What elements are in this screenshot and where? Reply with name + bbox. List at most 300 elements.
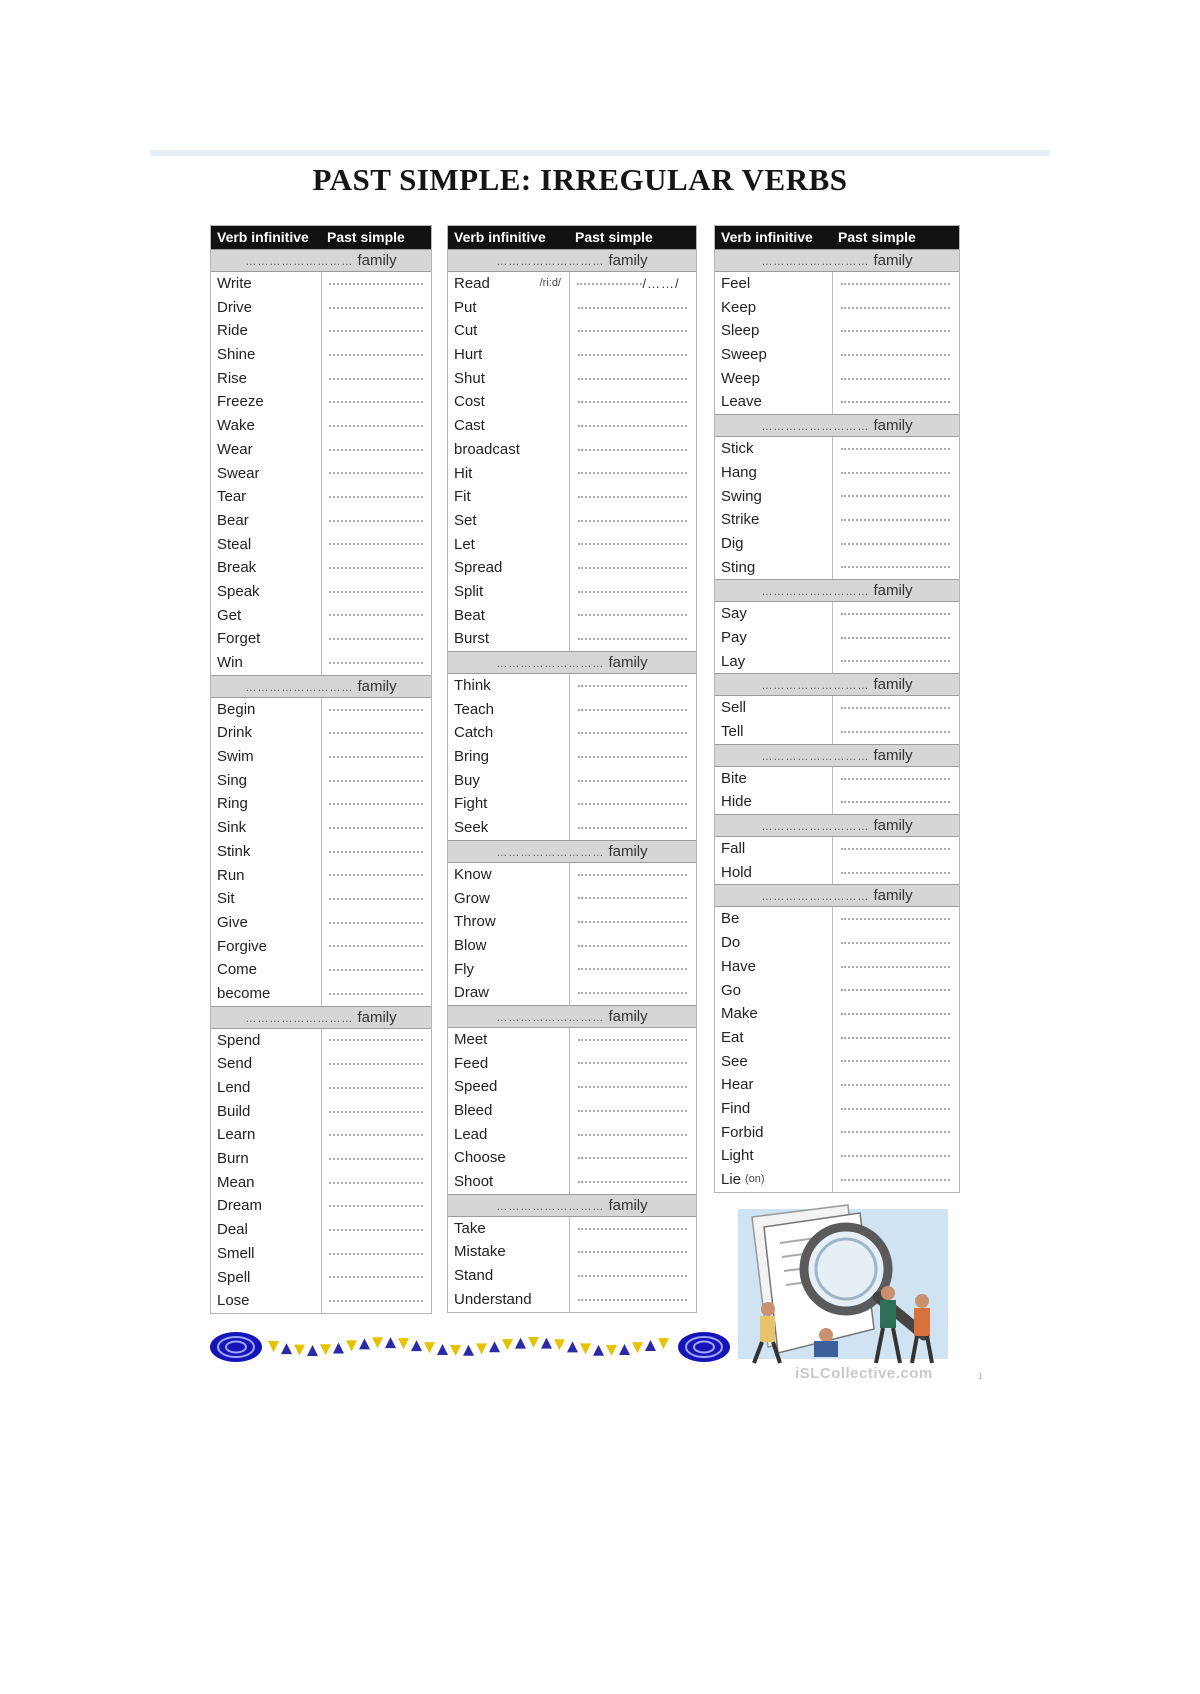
verb-text: Run — [217, 866, 245, 884]
verb-infinitive-cell — [448, 792, 569, 816]
table-row — [448, 367, 696, 391]
verb-infinitive-cell — [211, 816, 321, 840]
verb-text: Ride — [217, 322, 248, 340]
verb-text: Catch — [454, 724, 494, 742]
table-row — [448, 1028, 696, 1052]
past-simple-blank[interactable] — [832, 1073, 959, 1097]
family-blank[interactable]: ……………………… — [496, 658, 609, 670]
verb-text: Think — [454, 677, 491, 694]
past-simple-blank[interactable] — [569, 958, 696, 982]
past-simple-blank[interactable] — [321, 627, 431, 651]
past-simple-blank[interactable] — [832, 508, 959, 532]
table-row — [448, 1146, 696, 1170]
past-simple-blank[interactable] — [569, 1217, 696, 1241]
header-past-simple: Past simple — [575, 229, 653, 245]
past-simple-blank[interactable] — [321, 485, 431, 509]
verb-text: Bite — [721, 769, 747, 787]
verb-text: Sit — [217, 890, 235, 908]
past-simple-blank[interactable] — [832, 626, 959, 650]
past-simple-blank[interactable] — [321, 319, 431, 343]
past-simple-blank[interactable] — [321, 580, 431, 604]
past-simple-blank[interactable] — [832, 1026, 959, 1050]
verb-infinitive-cell — [211, 1029, 321, 1053]
past-simple-blank[interactable] — [321, 1194, 431, 1218]
family-label: family — [608, 654, 648, 671]
past-simple-blank[interactable] — [569, 462, 696, 486]
table-row — [715, 508, 959, 532]
verb-text: Ring — [217, 795, 248, 813]
verb-text: Rise — [217, 369, 248, 387]
table-row — [715, 367, 959, 391]
verb-infinitive-cell — [448, 604, 569, 628]
verb-text: Stand — [454, 1267, 494, 1285]
past-simple-blank[interactable] — [321, 1100, 431, 1124]
past-simple-blank[interactable] — [321, 390, 431, 414]
past-simple-blank[interactable] — [569, 721, 696, 745]
past-simple-blank[interactable] — [569, 1028, 696, 1052]
past-simple-blank[interactable] — [832, 296, 959, 320]
verb-infinitive-cell — [448, 438, 569, 462]
column-divider — [832, 437, 833, 579]
family-blank[interactable]: ……………………… — [761, 891, 874, 904]
verb-infinitive-cell — [211, 698, 321, 722]
past-simple-blank[interactable] — [321, 721, 431, 745]
past-simple-blank[interactable] — [569, 745, 696, 769]
verb-infinitive-cell — [211, 1100, 321, 1124]
verb-text: Swim — [217, 748, 254, 766]
triangle-mark — [385, 1337, 396, 1348]
past-simple-blank[interactable] — [569, 509, 696, 533]
past-simple-blank[interactable] — [569, 414, 696, 438]
verb-infinitive-cell — [211, 343, 321, 367]
family-blank[interactable]: ……………………… — [761, 586, 874, 599]
family-blank[interactable]: ……………………… — [761, 421, 874, 434]
verb-text: Teach — [454, 700, 495, 718]
verb-infinitive-cell — [211, 462, 321, 486]
verb-infinitive-cell — [715, 720, 832, 744]
verb-text: Weep — [721, 369, 760, 387]
verb-infinitive-cell — [211, 651, 321, 675]
past-simple-blank[interactable] — [569, 981, 696, 1005]
verb-infinitive-cell — [211, 911, 321, 935]
table-row — [448, 462, 696, 486]
past-simple-blank[interactable] — [832, 1121, 959, 1145]
verb-text: Cast — [454, 417, 485, 435]
verb-infinitive-cell — [715, 955, 832, 979]
verb-infinitive-cell — [211, 296, 321, 320]
family-heading — [448, 1194, 696, 1217]
past-simple-blank[interactable] — [832, 1002, 959, 1026]
past-simple-blank[interactable] — [321, 1147, 431, 1171]
verb-text: Understand — [454, 1290, 532, 1308]
table-row — [715, 485, 959, 509]
table-row — [448, 745, 696, 769]
past-simple-blank[interactable] — [569, 816, 696, 840]
verb-text: Speed — [454, 1078, 498, 1096]
past-simple-blank[interactable] — [321, 935, 431, 959]
page-number: 1 — [978, 1372, 983, 1381]
past-simple-blank[interactable] — [832, 367, 959, 391]
table-row — [715, 696, 959, 720]
past-simple-blank[interactable] — [569, 674, 696, 698]
column-divider — [832, 767, 833, 814]
verb-text: Come — [217, 961, 258, 979]
verb-text: Hear — [721, 1076, 754, 1094]
past-simple-blank[interactable] — [321, 769, 431, 793]
past-simple-blank[interactable] — [569, 887, 696, 911]
past-simple-blank[interactable] — [321, 1029, 431, 1053]
family-blank[interactable]: ……………………… — [761, 750, 874, 763]
verb-text: Hurt — [454, 346, 483, 364]
past-simple-blank[interactable] — [832, 979, 959, 1003]
verb-text: Hit — [454, 464, 473, 482]
past-simple-blank[interactable] — [569, 1075, 696, 1099]
verb-text: Throw — [454, 913, 496, 931]
column-divider — [569, 674, 570, 840]
table-row — [448, 698, 696, 722]
family-blank[interactable]: ……………………… — [496, 1200, 609, 1213]
past-simple-blank[interactable] — [321, 792, 431, 816]
past-simple-blank[interactable] — [832, 343, 959, 367]
family-label: family — [357, 677, 397, 695]
triangle-mark — [554, 1339, 565, 1350]
family-blank[interactable]: ……………………… — [245, 256, 358, 268]
verb-text: Forbid — [721, 1123, 764, 1141]
decorative-border-strip — [210, 1330, 730, 1364]
past-simple-blank[interactable] — [832, 931, 959, 955]
verb-text: Break — [217, 559, 257, 577]
verb-infinitive-cell — [448, 556, 569, 580]
past-simple-blank[interactable] — [569, 438, 696, 462]
past-simple-blank[interactable] — [832, 272, 959, 296]
table-row — [715, 461, 959, 485]
verb-infinitive-cell — [448, 1123, 569, 1147]
past-pronunciation-blank[interactable]: /……/ — [642, 276, 680, 292]
past-simple-blank[interactable] — [321, 533, 431, 557]
verb-group — [448, 1028, 696, 1194]
past-simple-blank[interactable] — [832, 319, 959, 343]
table-row — [715, 790, 959, 814]
verb-infinitive-cell — [448, 580, 569, 604]
past-simple-blank[interactable] — [321, 438, 431, 462]
verb-text: Swing — [721, 487, 762, 505]
past-simple-blank[interactable] — [569, 580, 696, 604]
triangle-mark — [398, 1338, 409, 1349]
past-simple-blank[interactable] — [569, 533, 696, 557]
past-simple-blank[interactable] — [321, 556, 431, 580]
past-simple-blank[interactable] — [832, 767, 959, 791]
past-simple-blank[interactable] — [321, 272, 431, 296]
column-divider — [832, 837, 833, 884]
verb-infinitive-cell — [448, 1288, 569, 1312]
family-label: family — [873, 417, 913, 435]
triangle-pattern — [268, 1337, 669, 1356]
past-simple-blank[interactable] — [832, 955, 959, 979]
table-row — [448, 1099, 696, 1123]
table-row — [715, 907, 959, 931]
verb-text: Spell — [217, 1268, 251, 1286]
past-simple-blank[interactable] — [321, 367, 431, 391]
family-blank[interactable]: ……………………… — [245, 681, 358, 694]
verb-infinitive-cell — [211, 840, 321, 864]
family-blank[interactable]: ……………………… — [761, 680, 874, 693]
table-row — [715, 626, 959, 650]
family-label: family — [873, 746, 913, 764]
past-simple-blank[interactable] — [569, 1288, 696, 1312]
past-simple-blank[interactable] — [569, 1123, 696, 1147]
verb-text: Tear — [217, 488, 247, 506]
past-simple-blank[interactable] — [321, 1289, 431, 1313]
past-simple-blank[interactable] — [321, 840, 431, 864]
past-simple-blank[interactable] — [569, 319, 696, 343]
past-simple-blank[interactable] — [321, 462, 431, 486]
verb-text: Feed — [454, 1054, 489, 1072]
family-heading — [211, 1006, 431, 1029]
past-simple-blank[interactable] — [321, 1076, 431, 1100]
triangle-mark — [359, 1338, 370, 1349]
past-simple-blank[interactable] — [832, 485, 959, 509]
table-row — [715, 979, 959, 1003]
verb-infinitive-cell — [715, 650, 832, 674]
past-simple-blank[interactable] — [832, 837, 959, 861]
past-simple-blank[interactable] — [832, 861, 959, 885]
past-simple-blank[interactable] — [321, 745, 431, 769]
past-simple-blank[interactable] — [321, 887, 431, 911]
table-row — [448, 910, 696, 934]
family-blank[interactable]: ……………………… — [496, 256, 609, 268]
column-divider — [832, 696, 833, 743]
verb-text: Speak — [217, 582, 260, 600]
family-blank[interactable]: ……………………… — [761, 256, 874, 268]
past-simple-blank[interactable] — [569, 769, 696, 793]
verb-infinitive-cell — [448, 296, 569, 320]
verb-text: Light — [721, 1147, 754, 1165]
verb-text: Learn — [217, 1126, 256, 1144]
verb-text: Eat — [721, 1028, 744, 1046]
past-simple-blank[interactable] — [569, 698, 696, 722]
past-simple-blank[interactable] — [569, 390, 696, 414]
verb-text: broadcast — [454, 440, 520, 458]
verb-text: Read — [454, 275, 490, 292]
past-simple-blank[interactable] — [569, 272, 696, 296]
past-simple-blank[interactable] — [569, 863, 696, 887]
table-row — [448, 485, 696, 509]
past-simple-blank[interactable] — [832, 696, 959, 720]
past-simple-blank[interactable] — [832, 461, 959, 485]
past-simple-blank[interactable] — [569, 296, 696, 320]
past-simple-blank[interactable] — [832, 1144, 959, 1168]
verb-infinitive-cell — [715, 931, 832, 955]
verb-text: Pay — [721, 628, 747, 646]
family-label: family — [873, 887, 913, 905]
past-simple-blank[interactable] — [569, 343, 696, 367]
verb-text: Split — [454, 582, 484, 600]
verb-table-2 — [447, 225, 697, 1313]
verb-group — [448, 272, 696, 651]
table-row — [448, 296, 696, 320]
verb-infinitive-cell — [211, 1123, 321, 1147]
family-blank[interactable]: ……………………… — [496, 846, 609, 859]
past-simple-blank[interactable] — [832, 602, 959, 626]
past-simple-blank[interactable] — [569, 934, 696, 958]
verb-infinitive-cell — [211, 887, 321, 911]
family-blank[interactable]: ……………………… — [761, 821, 874, 834]
past-simple-blank[interactable] — [569, 485, 696, 509]
past-simple-blank[interactable] — [321, 1242, 431, 1266]
past-simple-blank[interactable] — [321, 1266, 431, 1290]
verb-text: Sweep — [721, 346, 767, 364]
verb-text: Know — [454, 865, 492, 883]
verb-infinitive-cell — [448, 887, 569, 911]
brand-watermark: iSLCollective.com — [795, 1365, 933, 1382]
verb-text: Mean — [217, 1173, 255, 1191]
table-row — [715, 390, 959, 414]
past-simple-blank[interactable] — [321, 1218, 431, 1242]
table-row — [448, 319, 696, 343]
past-simple-blank[interactable] — [321, 911, 431, 935]
table-row — [448, 604, 696, 628]
verb-text: Sleep — [721, 322, 760, 340]
past-simple-blank[interactable] — [832, 720, 959, 744]
verb-infinitive-cell — [211, 556, 321, 580]
verb-infinitive-cell — [448, 934, 569, 958]
verb-text: Get — [217, 606, 242, 624]
past-simple-blank[interactable] — [569, 1146, 696, 1170]
triangle-mark — [372, 1337, 383, 1348]
verb-infinitive-cell — [211, 958, 321, 982]
past-simple-blank[interactable] — [321, 982, 431, 1006]
past-simple-blank[interactable] — [569, 367, 696, 391]
past-simple-blank[interactable] — [321, 604, 431, 628]
verb-group — [715, 837, 959, 884]
magnifier-people-clipart — [728, 1197, 958, 1367]
verb-infinitive-cell — [211, 1266, 321, 1290]
table-row — [448, 981, 696, 1005]
triangle-mark — [463, 1345, 474, 1356]
verb-infinitive-cell — [448, 509, 569, 533]
family-blank[interactable]: ……………………… — [245, 1012, 358, 1025]
table-row — [448, 863, 696, 887]
past-simple-blank[interactable] — [569, 792, 696, 816]
table-row — [448, 1052, 696, 1076]
verb-text: Write — [217, 275, 252, 292]
past-simple-blank[interactable] — [321, 1171, 431, 1195]
verb-infinitive-cell — [211, 390, 321, 414]
past-simple-blank[interactable] — [321, 343, 431, 367]
past-simple-blank[interactable] — [569, 910, 696, 934]
triangle-mark — [619, 1344, 630, 1355]
family-heading — [211, 249, 431, 272]
past-simple-blank[interactable] — [321, 1052, 431, 1076]
verb-infinitive-cell — [715, 1050, 832, 1074]
past-simple-blank[interactable] — [832, 390, 959, 414]
table-row — [715, 1002, 959, 1026]
family-label: family — [873, 817, 913, 835]
table-row — [715, 296, 959, 320]
past-simple-blank[interactable] — [321, 651, 431, 675]
verb-text: Make — [721, 1005, 758, 1023]
verb-text: Beat — [454, 606, 485, 624]
verb-infinitive-cell — [211, 745, 321, 769]
past-simple-blank[interactable] — [569, 1264, 696, 1288]
table-row — [448, 934, 696, 958]
past-simple-blank[interactable] — [569, 1099, 696, 1123]
column-divider — [321, 698, 322, 1006]
verb-text: Seek — [454, 819, 489, 837]
verb-infinitive-cell — [211, 864, 321, 888]
verb-group — [715, 907, 959, 1191]
past-simple-blank[interactable] — [569, 556, 696, 580]
past-simple-blank[interactable] — [832, 650, 959, 674]
table-row — [715, 1073, 959, 1097]
past-simple-blank[interactable] — [832, 1050, 959, 1074]
past-simple-blank[interactable] — [321, 1123, 431, 1147]
verb-text: Do — [721, 934, 741, 952]
verb-text: Leave — [721, 393, 762, 411]
past-simple-blank[interactable] — [832, 790, 959, 814]
verb-text: Meet — [454, 1030, 488, 1048]
past-simple-blank[interactable] — [832, 532, 959, 556]
past-simple-blank[interactable] — [569, 1240, 696, 1264]
verb-text: Feel — [721, 275, 751, 292]
verb-group — [211, 698, 431, 1006]
table-row — [448, 816, 696, 840]
verb-group — [448, 674, 696, 840]
table-row — [448, 1288, 696, 1312]
verb-text: Burst — [454, 630, 490, 648]
past-simple-blank[interactable] — [832, 556, 959, 580]
past-simple-blank[interactable] — [321, 698, 431, 722]
past-simple-blank[interactable] — [569, 1052, 696, 1076]
family-label: family — [873, 582, 913, 600]
past-simple-blank[interactable] — [569, 627, 696, 651]
triangle-mark — [489, 1341, 500, 1352]
triangle-mark — [476, 1343, 487, 1354]
past-simple-blank[interactable] — [569, 604, 696, 628]
verb-infinitive-cell — [715, 602, 832, 626]
family-heading — [715, 744, 959, 767]
past-simple-blank[interactable] — [321, 816, 431, 840]
past-simple-blank[interactable] — [832, 1168, 959, 1192]
past-simple-blank[interactable] — [832, 437, 959, 461]
past-simple-blank[interactable] — [321, 864, 431, 888]
family-blank[interactable]: ……………………… — [496, 1011, 609, 1024]
past-simple-blank[interactable] — [321, 509, 431, 533]
table-header — [715, 226, 959, 249]
triangle-mark — [541, 1338, 552, 1349]
triangle-mark — [580, 1343, 591, 1354]
verb-infinitive-cell — [211, 319, 321, 343]
column-divider — [321, 272, 322, 675]
family-label: family — [873, 252, 913, 269]
column-divider — [569, 1028, 570, 1194]
verb-infinitive-cell — [211, 438, 321, 462]
verb-infinitive-cell — [211, 982, 321, 1006]
past-simple-blank[interactable] — [569, 1170, 696, 1194]
past-simple-blank[interactable] — [321, 296, 431, 320]
verb-infinitive-cell — [211, 1194, 321, 1218]
past-simple-blank[interactable] — [832, 1097, 959, 1121]
table-row — [715, 1121, 959, 1145]
verb-infinitive-cell — [448, 910, 569, 934]
verb-text: Forgive — [217, 937, 268, 955]
triangle-mark — [294, 1345, 305, 1356]
verb-infinitive-cell — [715, 1144, 832, 1168]
past-simple-blank[interactable] — [321, 414, 431, 438]
verb-infinitive-cell — [448, 981, 569, 1005]
past-simple-blank[interactable] — [832, 907, 959, 931]
past-simple-blank[interactable] — [321, 958, 431, 982]
